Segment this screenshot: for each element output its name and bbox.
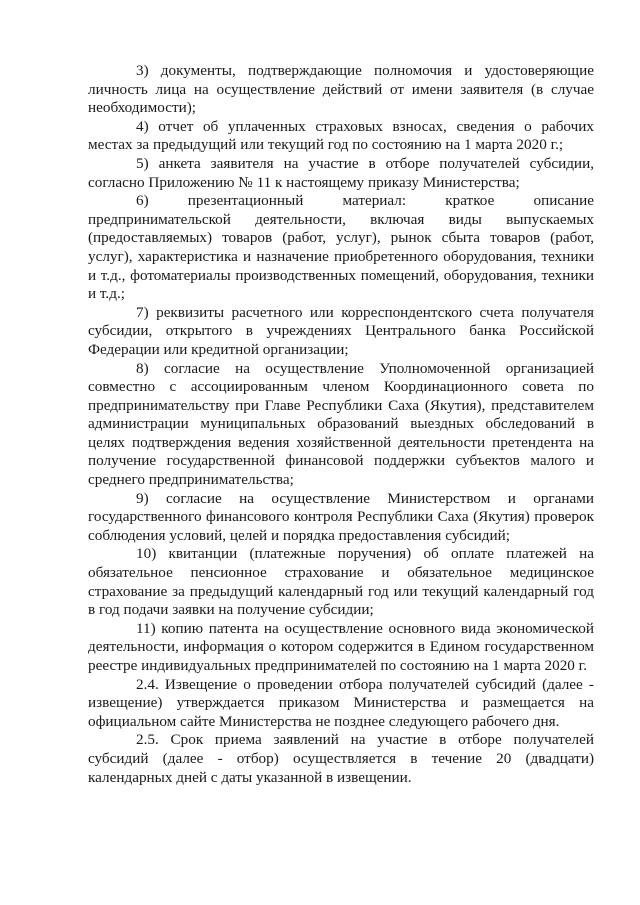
paragraph-item-6-presentation: 6) презентационный материал: краткое описание предпринимательской деятельности, включая виды выпускаемых (предоставляемых) товаров (работ, услуг), рынок сбыта товаров (работ, услуг), характеристика и назначение приобретенного оборудования, техники и т.д., фотоматериалы производственных помещений, оборудования, техники и т.д.;: [88, 192, 594, 303]
paragraph-item-5-application-form: 5) анкета заявителя на участие в отборе получателей субсидии, согласно Приложению № 11 к настоящему приказу Министерства;: [88, 154, 594, 191]
paragraph-item-8-inspection-consent: 8) согласие на осуществление Уполномоченной организацией совместно с ассоциированным членом Координационного совета по предпринимательству при Главе Республики Саха (Якутия), представителем администрации муниципальных образований выездных обследований в целях подтверждения ведения хозяйственной деятельности претендента на получение государственной финансовой поддержки субъектов малого и среднего предпринимательства;: [88, 359, 594, 489]
paragraph-section-2-5: 2.5. Срок приема заявлений на участие в отборе получателей субсидий (далее - отбор) осуществляется в течение 20 (двадцати) календарных дней с даты указанной в извещении.: [88, 731, 594, 786]
paragraph-item-4-insurance-report: 4) отчет об уплаченных страховых взносах, сведения о рабочих местах за предыдущий или текущий год по состоянию на 1 марта 2020 г.;: [88, 117, 594, 154]
paragraph-item-7-bank-details: 7) реквизиты расчетного или корреспондентского счета получателя субсидии, открытого в учреждениях Центрального банка Российской Федерации или кредитной организации;: [88, 303, 594, 358]
document-body: [88, 62, 594, 787]
paragraph-item-9-audit-consent: 9) согласие на осуществление Министерством и органами государственного финансового контроля Республики Саха (Якутия) проверок соблюдения условий, целей и порядка предоставления субсидий;: [88, 489, 594, 544]
paragraph-section-2-4: 2.4. Извещение о проведении отбора получателей субсидий (далее - извещение) утверждается приказом Министерства и размещается на официальном сайте Министерства не позднее следующего рабочего дня.: [88, 675, 594, 730]
paragraph-item-10-receipts: 10) квитанции (платежные поручения) об оплате платежей на обязательное пенсионное страхование и обязательное медицинское страхование за предыдущий календарный год или текущий календарный год в год подачи заявки на получение субсидии;: [88, 545, 594, 619]
paragraph-item-11-patent-copy: 11) копию патента на осуществление основного вида экономической деятельности, информация о котором содержится в Едином государственном реестре индивидуальных предпринимателей по состоянию на 1 марта 2020 г.: [88, 619, 594, 674]
paragraph-item-3-documents: 3) документы, подтверждающие полномочия и удостоверяющие личность лица на осуществление действий от имени заявителя (в случае необходимости);: [88, 62, 594, 117]
